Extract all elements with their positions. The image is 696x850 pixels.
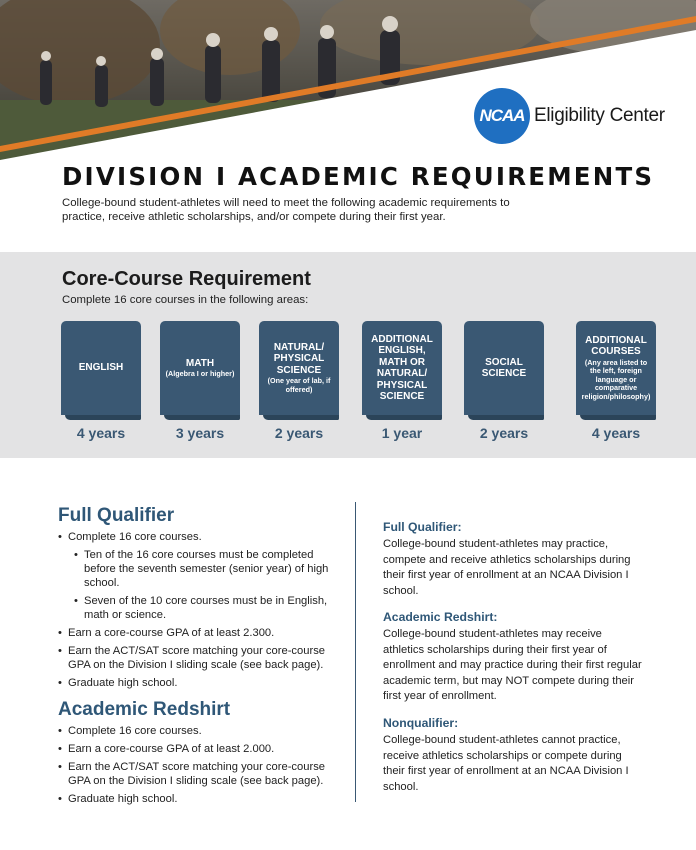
book-label: SOCIAL SCIENCE xyxy=(481,356,527,379)
book-natural-science xyxy=(259,321,339,441)
book-math xyxy=(160,321,240,441)
book-note: (One year of lab, if offered) xyxy=(267,376,331,394)
book-cover xyxy=(160,321,240,415)
list-item: • Graduate high school. xyxy=(58,792,340,806)
definition-text: College-bound student-athletes may receive athletics scholarships during their first year of enrollment and may practice during their first regular academic term, but may NOT compete during their first year of enrollment. xyxy=(383,628,642,702)
academic-redshirt-list xyxy=(58,724,340,810)
list-item: • Seven of the 10 core courses must be in English, math or science. xyxy=(58,594,340,622)
ncaa-logo xyxy=(474,88,665,144)
eligibility-center-text: Eligibility Center xyxy=(534,105,665,126)
list-item: • Earn a core-course GPA of at least 2.300. xyxy=(58,626,340,640)
book-years: 4 years xyxy=(76,425,126,441)
book-years: 1 year xyxy=(381,425,423,441)
book-additional-english-math-science xyxy=(362,321,442,441)
intro-text: College-bound student-athletes will need to meet the following academic requirements to practice, receive athletic scholarships, and/or compete during their first year. xyxy=(62,197,510,223)
list-item: • Graduate high school. xyxy=(58,676,340,690)
book-label: MATH xyxy=(185,357,215,369)
definition-text: College-bound student-athletes may practice, compete and receive athletics scholarships during their first year of enrollment at an NCAA Division I school. xyxy=(383,538,631,597)
column-divider xyxy=(355,502,356,802)
book-label: ADDITIONAL ENGLISH, MATH OR NATURAL/ PHYSICAL SCIENCE xyxy=(371,333,433,402)
definition-term: Academic Redshirt: xyxy=(383,610,498,624)
definition-academic-redshirt xyxy=(383,610,645,705)
book-label: NATURAL/ PHYSICAL SCIENCE xyxy=(273,341,325,376)
definition-text: College-bound student-athletes cannot practice, receive athletics scholarships or compete during their first year of enrollment at an NCAA Division I school. xyxy=(383,734,629,793)
book-years: 2 years xyxy=(274,425,324,441)
book-years: 2 years xyxy=(479,425,529,441)
book-cover xyxy=(576,321,656,415)
definition-term: Nonqualifier: xyxy=(383,716,459,730)
list-item: • Complete 16 core courses. xyxy=(58,724,340,738)
book-social-science xyxy=(464,321,544,441)
full-qualifier-title: Full Qualifier xyxy=(58,505,175,526)
list-item: • Complete 16 core courses. xyxy=(58,530,340,544)
book-cover xyxy=(362,321,442,415)
list-item: • Earn the ACT/SAT score matching your core-course GPA on the Division I sliding scale (see back page). xyxy=(58,760,340,788)
book-english xyxy=(61,321,141,441)
core-course-section xyxy=(0,252,696,458)
ncaa-logo-mark: NCAA xyxy=(474,88,530,144)
definition-full-qualifier xyxy=(383,520,645,599)
book-note: (Algebra I or higher) xyxy=(165,369,235,378)
book-additional-courses xyxy=(576,321,656,441)
book-years: 4 years xyxy=(591,425,641,441)
list-item: • Ten of the 16 core courses must be completed before the seventh semester (senior year) of high school. xyxy=(58,548,340,590)
list-item: • Earn the ACT/SAT score matching your core-course GPA on the Division I sliding scale (see back page). xyxy=(58,644,340,672)
book-cover xyxy=(61,321,141,415)
page-title: DIVISION I ACADEMIC REQUIREMENTS xyxy=(62,162,655,191)
book-label: ADDITIONAL COURSES xyxy=(585,334,647,358)
core-course-subtitle: Complete 16 core courses in the following areas: xyxy=(62,294,309,306)
book-note: (Any area listed to the left, foreign language or comparative religion/philosophy) xyxy=(581,357,651,401)
book-cover xyxy=(259,321,339,415)
list-item: • Earn a core-course GPA of at least 2.000. xyxy=(58,742,340,756)
academic-redshirt-title: Academic Redshirt xyxy=(58,699,231,720)
book-years: 3 years xyxy=(175,425,225,441)
book-label: ENGLISH xyxy=(78,362,124,374)
definition-nonqualifier xyxy=(383,716,645,795)
book-cover xyxy=(464,321,544,415)
full-qualifier-list xyxy=(58,530,340,694)
definition-term: Full Qualifier: xyxy=(383,520,462,534)
core-course-title: Core-Course Requirement xyxy=(62,268,311,290)
